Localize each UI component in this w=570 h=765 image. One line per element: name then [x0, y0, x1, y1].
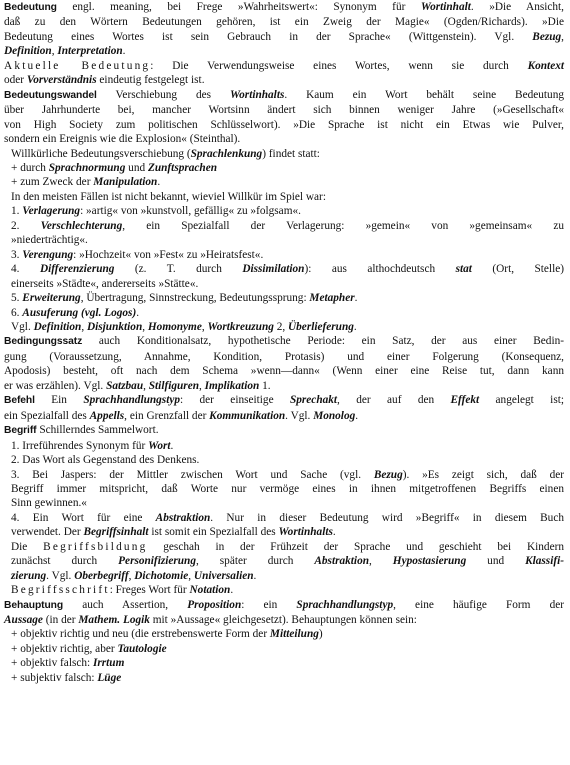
entry-text: .: [253, 569, 257, 582]
cross-reference: Notation: [189, 584, 231, 597]
entry-text: verwendet. Der: [11, 526, 84, 539]
entry-line: [4, 409, 564, 423]
entry-first-line: [4, 0, 564, 15]
cross-reference: Ausuferung (vgl. Logos): [22, 306, 137, 319]
entry-term: Bedeutungswandel: [4, 89, 97, 101]
entry-text: : ein: [241, 598, 297, 611]
cross-reference: Tautologie: [117, 642, 167, 655]
entry-line: [4, 627, 564, 641]
entry-line: [4, 306, 564, 320]
cross-reference: Sprachhandlungstyp: [296, 598, 394, 611]
spaced-subterm: Begriffsbildung: [43, 540, 148, 553]
cross-reference: Zunftsprachen: [147, 161, 218, 174]
cross-reference: Appells: [89, 409, 125, 422]
entry-text: und: [466, 555, 526, 568]
entry-line: [4, 262, 564, 276]
entry-term: Befehl: [4, 395, 35, 407]
entry-text: ) findet statt:: [262, 147, 320, 160]
entry-text: sondern ein Ereignis wie die Explosion« (Steinthal).: [4, 133, 241, 146]
spaced-subterm: Begriffsschrift: [11, 584, 110, 597]
entry-text: .: [353, 320, 357, 333]
entry-line: [4, 103, 564, 117]
entry-text: . »Die Ansicht,: [470, 1, 565, 13]
cross-reference: Sprachnormung: [48, 161, 126, 174]
cross-reference: Irrtum: [92, 657, 125, 670]
entry-line: [4, 511, 564, 525]
entry-text: .: [355, 409, 359, 422]
entry-text: , ein Spezialfall der Verlagerung: »gemein« von »gemeinsam« zu: [122, 219, 564, 232]
entry-line: [4, 496, 564, 510]
cross-reference: Abstraktion: [155, 511, 211, 524]
entry-text: + subjektiv falsch:: [11, 671, 98, 684]
entry-line: [4, 439, 564, 453]
entry-text: »niederträchtig«.: [11, 234, 88, 247]
entry-text: angelegt ist;: [479, 394, 564, 407]
entry-text: ,: [188, 569, 194, 582]
entry-line: [4, 569, 564, 583]
dictionary-page: [4, 0, 564, 685]
entry-text: Willkürliche Bedeutungsverschiebung (: [11, 147, 191, 160]
entry-text: ,: [128, 569, 135, 582]
entry-text: 2.: [11, 219, 41, 232]
entry-text: ). »Es zeigt sich, daß der: [402, 468, 564, 481]
entry-text: Apodosis) besteht, oft nach dem Schema »wenn—dann« (Wenn einer eine Reise tut, dann kann: [4, 365, 564, 378]
entry-line: [4, 453, 564, 467]
entry-line: [4, 642, 564, 656]
entry-text: + zum Zweck der: [11, 176, 94, 189]
cross-reference: Dichotomie: [134, 569, 189, 582]
entry-text: eindeutig festgelegt ist.: [96, 74, 205, 87]
cross-reference: Wortinhalt: [420, 1, 471, 13]
entry-first-line: [4, 393, 564, 408]
entry-line: [4, 277, 564, 291]
entry-text: .: [332, 526, 336, 539]
entry-text: ): [318, 628, 323, 641]
entry-text: über Jahrhunderte bei, mancher Wortsinn ändert sich binnen weniger Jahre (»Gesellschaft«: [4, 104, 564, 117]
entry-line: [4, 468, 564, 482]
entry-text: , Übertragung, Sinnstreckung, Bedeutungssprung:: [80, 292, 310, 305]
entry-first-line: [4, 334, 564, 349]
entry-text: ,: [201, 320, 208, 333]
entry-text: ,: [199, 379, 205, 392]
entry-line: [4, 175, 564, 189]
entry-text: . Nur in dieser Bedeutung wird »Begriff« in diesem Buch: [210, 511, 564, 524]
entry-text: gung (Voraussetzung, Annahme, Kondition, Protasis) und einer Folgerung (Konsequenz,: [4, 350, 564, 363]
entry-text: : »Hochzeit« von »Fest« zu »Heiratsfest«.: [73, 248, 264, 261]
entry-text: Die: [11, 540, 44, 553]
entry-line: [4, 147, 564, 161]
cross-reference: Homonyme: [147, 320, 202, 333]
entry-text: Vgl.: [11, 320, 34, 333]
entry-text: 3.: [11, 248, 23, 261]
entry-text: 4. Ein Wort für eine: [11, 511, 156, 524]
entry-term: Begriff: [4, 425, 37, 437]
entry-line: [4, 248, 564, 262]
cross-reference: Metapher: [309, 292, 355, 305]
entry-text: + objektiv richtig, aber: [11, 642, 118, 655]
entry-text: 3. Bei Jaspers: der Mittler zwischen Wort und Sache (vgl.: [11, 468, 374, 481]
entry-text: : Die Verwendungsweise eines Wortes, wenn sie durch: [150, 59, 528, 72]
cross-reference: Sprachlenkung: [190, 147, 263, 160]
entry-text: , der auf den: [337, 394, 451, 407]
entry-text: auch Konditionalsatz, hypothetische Periode: ein Satz, der aus einer Bedin-: [98, 335, 565, 348]
entry-line: [4, 379, 564, 393]
cross-reference: Vorverständnis: [26, 74, 97, 87]
entry-text: (z. T. durch: [114, 263, 243, 276]
cross-reference: Sprachhandlungstyp: [83, 394, 180, 407]
entry-text: Bedeutung eines Wortes ist sein Gebrauch in der Sprache« (Wittgenstein). Vgl.: [4, 30, 533, 43]
cross-reference: Überlieferung: [288, 320, 354, 333]
entry-line: [4, 613, 564, 627]
entry-text: , später durch: [196, 555, 315, 568]
entry-text: ,: [51, 45, 58, 58]
cross-reference: Aussage: [4, 614, 43, 627]
entry-first-line: [4, 88, 564, 103]
entry-text: engl. meaning, bei Frege »Wahrheitswert«: Synonym für: [72, 1, 421, 13]
cross-reference: Effekt: [450, 394, 480, 407]
entry-line: [4, 482, 564, 496]
entry-line: [4, 350, 564, 364]
entry-line: [4, 30, 564, 44]
cross-reference: Erweiterung: [22, 292, 81, 305]
cross-reference: Mitteilung: [269, 628, 319, 641]
entry-line: [4, 118, 564, 132]
cross-reference: Proposition: [187, 598, 242, 611]
entry-text: ,: [142, 320, 148, 333]
cross-reference: Implikation: [204, 379, 260, 392]
cross-reference: Dissimilation: [242, 263, 305, 276]
entry-text: + durch: [11, 161, 49, 174]
spaced-subterm: Aktuelle Bedeutung: [4, 59, 151, 72]
entry-text: ,: [369, 555, 393, 568]
cross-reference: Differenzierung: [39, 263, 115, 276]
entry-line: [4, 671, 564, 685]
cross-reference: Wortinhalts: [229, 88, 285, 101]
entry-text: auch Assertion,: [82, 598, 188, 611]
cross-reference: Satzbau: [106, 379, 144, 392]
entry-text: (in der: [42, 614, 79, 627]
cross-reference: Interpretation: [57, 45, 123, 58]
cross-reference: Klassifi-: [525, 555, 564, 568]
entry-term: Behauptung: [4, 599, 64, 611]
entry-line: [4, 554, 564, 568]
cross-reference: Stilfiguren: [148, 379, 199, 392]
cross-reference: Sprechakt: [289, 394, 338, 407]
cross-reference: Disjunktion: [86, 320, 143, 333]
entry-line: [4, 291, 564, 305]
entry-text: .: [122, 45, 126, 58]
entry-line: [4, 132, 564, 146]
entry-text: mit »Aussage« gleichgesetzt). Behauptungen können sein:: [149, 614, 417, 627]
entry-text: : Freges Wort für: [109, 584, 190, 597]
entry-text: zunächst durch: [11, 555, 119, 568]
cross-reference: Verschlechterung: [40, 219, 123, 232]
entry-term: Bedeutung: [4, 2, 57, 13]
cross-reference: Manipulation: [93, 176, 158, 189]
entry-text: ): aus althochdeutsch: [304, 263, 456, 276]
entry-line: [4, 161, 564, 175]
entry-line: [4, 320, 564, 334]
cross-reference: Hypostasierung: [392, 555, 467, 568]
entry-text: . Kaum ein Wort behält seine Bedeutung: [284, 88, 565, 101]
cross-reference: Verlagerung: [22, 205, 81, 218]
entry-text: ist somit ein Spezialfall des: [148, 526, 279, 539]
entry-line: [4, 15, 564, 29]
entry-text: : der einseitige: [180, 394, 290, 407]
entry-text: und: [125, 161, 148, 174]
entry-text: 1.: [11, 205, 23, 218]
entry-text: Verschiebung des: [115, 88, 230, 101]
entry-text: 1. Irreführendes Synonym für: [11, 439, 149, 452]
cross-reference: Bezug: [373, 468, 403, 481]
entry-text: , eine häufige Form der: [393, 598, 564, 611]
entry-text: , ein Grenzfall der: [124, 409, 210, 422]
cross-reference: Kontext: [527, 59, 564, 72]
entry-text: er was erzählen). Vgl.: [4, 379, 107, 392]
cross-reference: Definition: [4, 45, 52, 58]
entry-line: [4, 44, 564, 58]
cross-reference: Monolog: [313, 409, 356, 422]
entry-text: . Vgl.: [46, 569, 75, 582]
cross-reference: Kommunikation: [209, 409, 286, 422]
entry-text: 4.: [11, 263, 40, 276]
entry-line: [4, 233, 564, 247]
entry-line: [4, 73, 564, 87]
cross-reference: Lüge: [97, 671, 122, 684]
entry-text: ,: [143, 379, 149, 392]
entry-text: . Vgl.: [285, 409, 314, 422]
entry-text: Schillerndes Sammelwort.: [39, 424, 159, 437]
entry-line: [4, 656, 564, 670]
entry-text: : »artig« von »kunstvoll, gefällig« zu »folgsam«.: [80, 205, 301, 218]
entry-text: 2. Das Wort als Gegenstand des Denkens.: [11, 454, 200, 467]
cross-reference: Wortinhalts: [278, 526, 333, 539]
entry-line: [4, 583, 564, 597]
entry-line: [4, 204, 564, 218]
entry-line: [4, 525, 564, 539]
entry-text: Ein: [51, 394, 84, 407]
cross-reference: Verengung: [22, 248, 74, 261]
entry-text: .: [157, 176, 161, 189]
cross-reference: stat: [455, 263, 472, 276]
entry-first-line: [4, 423, 564, 438]
entry-line: [4, 190, 564, 204]
entry-text: 1.: [259, 379, 271, 392]
cross-reference: Universalien: [193, 569, 254, 582]
entries: [4, 0, 564, 685]
entry-text: ein Spezialfall des: [4, 409, 90, 422]
entry-text: geschah in der Frühzeit der Sprache und geschieht bei Kindern: [147, 540, 564, 553]
entry-text: 6.: [11, 306, 23, 319]
entry-first-line: [4, 598, 564, 613]
cross-reference: Bezug: [532, 30, 562, 43]
entry-text: (Ort, Stelle): [471, 263, 564, 276]
entry-text: .: [354, 292, 358, 305]
entry-text: In den meisten Fällen ist nicht bekannt, wieviel Willkür im Spiel war:: [11, 190, 326, 203]
cross-reference: Mathem. Logik: [78, 614, 150, 627]
entry-text: von High Society zum politischen Schlüsselwort). »Die Sprache ist nicht ein Etwas wie Pulver,: [4, 118, 564, 131]
entry-text: daß zu den Wörtern Bedeutungen gehören, ist ein Zweig der Magie« (Ogden/Richards). »Die: [4, 16, 564, 29]
entry-text: einerseits »Städte«, andererseits »Stätte«.: [11, 277, 199, 290]
cross-reference: Abstraktion: [314, 555, 369, 568]
cross-reference: Wort: [148, 439, 171, 452]
cross-reference: zierung: [11, 569, 47, 582]
entry-text: ,: [81, 320, 87, 333]
entry-text: 2,: [273, 320, 288, 333]
entry-text: + objektiv richtig und neu (die erstrebenswerte Form der: [11, 628, 270, 641]
entry-text: 5.: [11, 292, 23, 305]
cross-reference: Definition: [33, 320, 82, 333]
entry-line: [4, 540, 564, 554]
cross-reference: Wortkreuzung: [207, 320, 274, 333]
entry-text: ,: [561, 30, 564, 43]
entry-text: + objektiv falsch:: [11, 657, 93, 670]
entry-line: [4, 219, 564, 233]
entry-term: Bedingungssatz: [4, 336, 83, 348]
entry-text: oder: [4, 74, 27, 87]
entry-line: [4, 364, 564, 378]
entry-text: .: [230, 584, 234, 597]
cross-reference: Oberbegriff: [74, 569, 129, 582]
entry-text: Sinn gewinnen.«: [11, 497, 87, 510]
cross-reference: Personifizierung: [118, 555, 196, 568]
entry-line: [4, 59, 564, 73]
cross-reference: Begriffsinhalt: [83, 526, 149, 539]
entry-text: .: [170, 439, 174, 452]
entry-text: .: [136, 306, 140, 319]
entry-text: Begriff immer mitspricht, daß Worte nur vermöge eines in ihnen mitgetroffenen Begriffs einen: [11, 482, 564, 495]
